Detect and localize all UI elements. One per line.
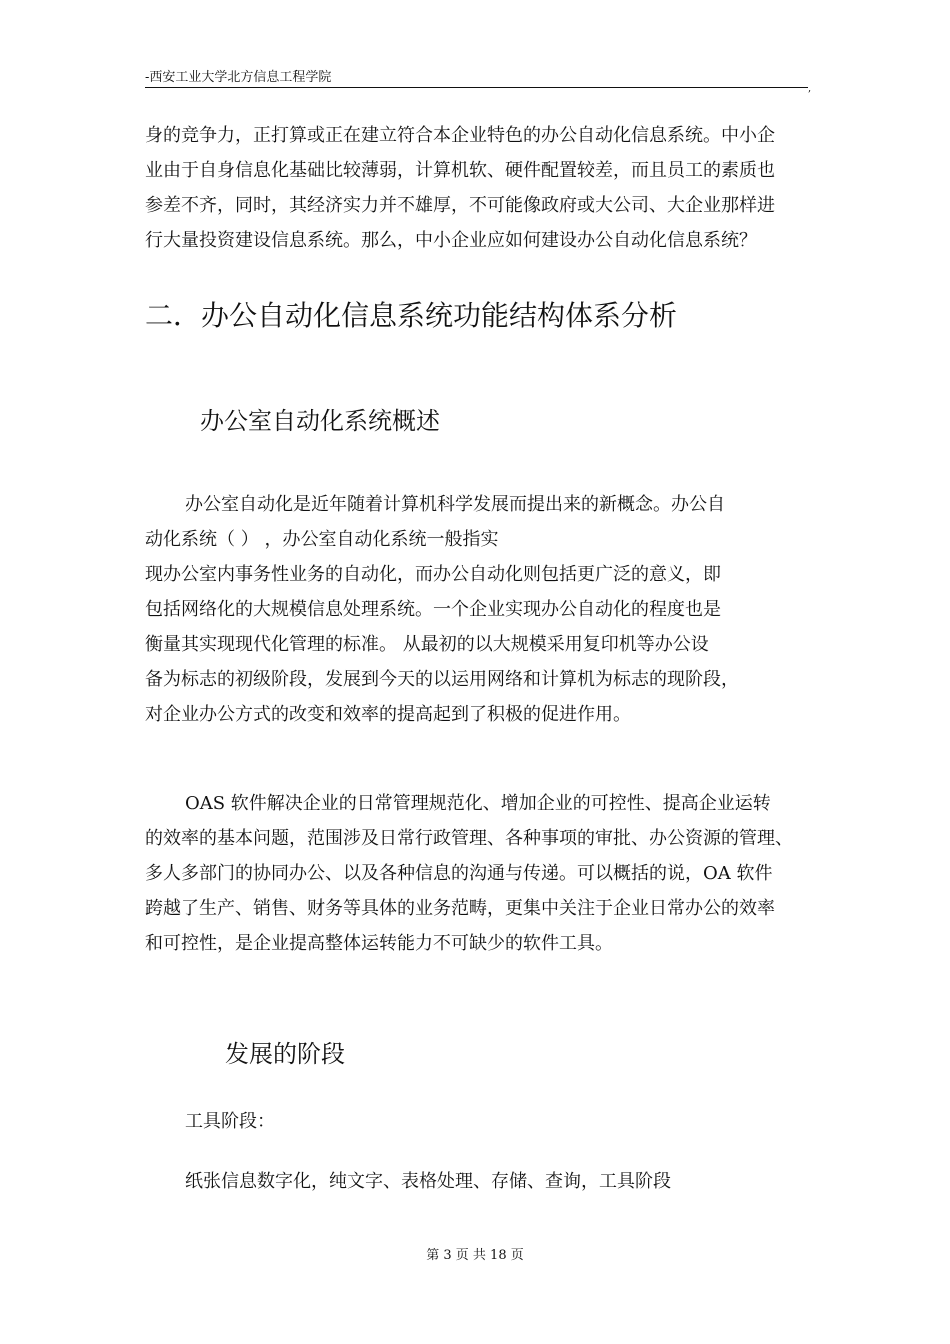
- subsection-heading-stages: 发展的阶段: [225, 1040, 345, 1068]
- paragraph-line: 备为标志的初级阶段，发展到今天的以运用网络和计算机为标志的现阶段，: [145, 669, 739, 690]
- paragraph-tool-stage-label: [145, 1104, 809, 1139]
- paragraph-tool-stage-desc: [145, 1164, 809, 1199]
- paragraph-line: 现办公室内事务性业务的自动化，而办公自动化则包括更广泛的意义，即: [145, 564, 721, 585]
- subsection-heading-overview: 办公室自动化系统概述: [200, 407, 440, 435]
- paragraph-line: 包括网络化的大规模信息处理系统。一个企业实现办公自动化的程度也是: [145, 599, 721, 620]
- paragraph-oas: [145, 786, 809, 961]
- page-header: -西安工业大学北方信息工程学院: [145, 70, 808, 88]
- header-mark: ,: [808, 83, 812, 94]
- paragraph-line: 行大量投资建设信息系统。那么，中小企业应如何建设办公自动化信息系统？: [145, 230, 757, 251]
- paragraph-line: 身的竞争力，正打算或正在建立符合本企业特色的办公自动化信息系统。中小企: [145, 125, 775, 146]
- paragraph-line: 多人多部门的协同办公、以及各种信息的沟通与传递。可以概括的说，OA 软件: [145, 863, 773, 884]
- paragraph-line: 跨越了生产、销售、财务等具体的业务范畴，更集中关注于企业日常办公的效率: [145, 898, 775, 919]
- paragraph-line: 的效率的基本问题，范围涉及日常行政管理、各种事项的审批、办公资源的管理、: [145, 828, 793, 849]
- paragraph-line: OAS 软件解决企业的日常管理规范化、增加企业的可控性、提高企业运转: [185, 793, 771, 814]
- paragraph-line: 参差不齐，同时，其经济实力并不雄厚，不可能像政府或大公司、大企业那样进: [145, 195, 775, 216]
- paragraph-line: 对企业办公方式的改变和效率的提高起到了积极的促进作用。: [145, 704, 631, 725]
- paragraph-line: 和可控性，是企业提高整体运转能力不可缺少的软件工具。: [145, 933, 613, 954]
- paragraph-overview: [145, 487, 809, 732]
- paragraph-intro: [145, 118, 809, 258]
- paragraph-line: 办公室自动化是近年随着计算机科学发展而提出来的新概念。办公自: [185, 494, 725, 515]
- paragraph-line: 衡量其实现现代化管理的标准。 从最初的以大规模采用复印机等办公设: [145, 634, 709, 655]
- paragraph-line: 纸张信息数字化，纯文字、表格处理、存储、查询，工具阶段: [185, 1171, 671, 1192]
- paragraph-line: 动化系统（ ） ，办公室自动化系统一般指实: [145, 529, 499, 550]
- page-footer: 第 3 页 共 18 页: [426, 1248, 524, 1263]
- paragraph-line: 业由于自身信息化基础比较薄弱，计算机软、硬件配置较差，而且员工的素质也: [145, 160, 775, 181]
- section-heading: 二．办公自动化信息系统功能结构体系分析: [145, 299, 678, 332]
- paragraph-line: 工具阶段：: [185, 1111, 275, 1132]
